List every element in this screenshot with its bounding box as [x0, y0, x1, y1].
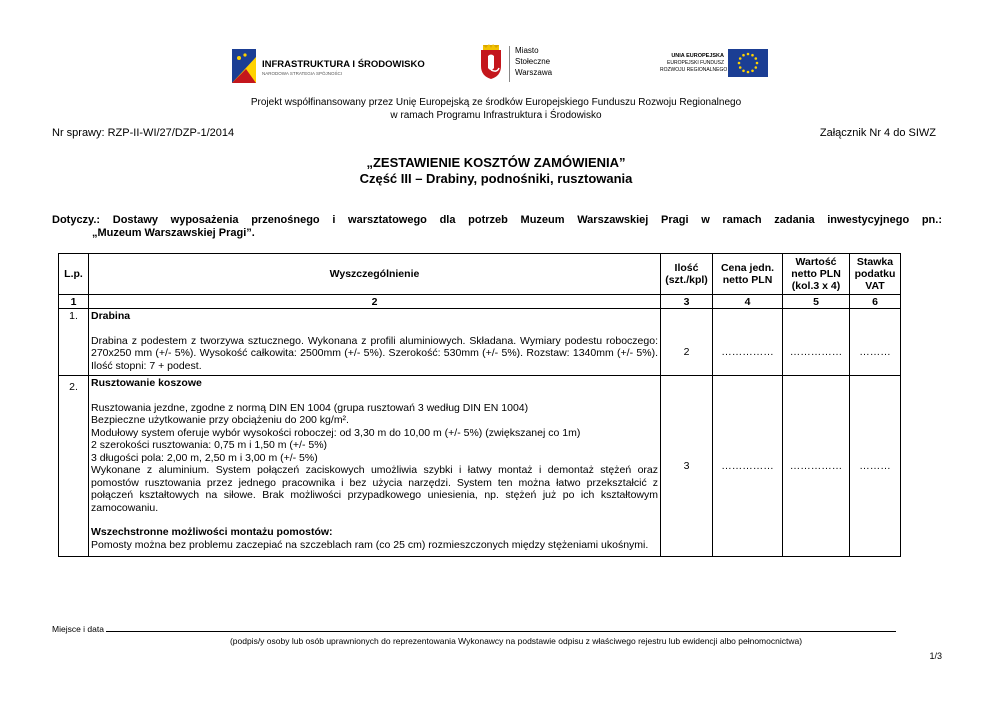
- item-description-line: Rusztowania jezdne, zgodne z normą DIN EN 1004 (grupa rusztowań 3 według DIN EN 1004): [91, 401, 529, 414]
- warszawa-crest-icon: [478, 44, 504, 80]
- title-line-2: Część III – Drabiny, podnośniki, rusztowania: [359, 171, 633, 186]
- item-name: Drabina: [91, 310, 131, 322]
- project-line-1: Projekt współfinansowany przez Unię Europejską ze środków Europejskiego Funduszu Rozwoju Regionalnego: [250, 97, 742, 108]
- warszawa-line3: Warszawa: [515, 68, 553, 77]
- place-date-line: [106, 623, 896, 632]
- header-value-line2: netto PLN: [791, 268, 841, 280]
- title-line-1: „ZESTAWIENIE KOSZTÓW ZAMÓWIENIA”: [366, 155, 626, 170]
- document-title: [0, 155, 992, 187]
- attachment-label: Załącznik Nr 4 do SIWZ: [819, 127, 936, 139]
- header-qty-line1: Ilość: [674, 262, 699, 274]
- column-number-row: [59, 295, 901, 309]
- column-number: 2: [89, 295, 661, 309]
- header-vat-line1: Stawka: [856, 256, 894, 268]
- row-vat: ………: [850, 376, 901, 557]
- warszawa-logo: [478, 44, 558, 90]
- column-number: 4: [713, 295, 783, 309]
- infrastruktura-title: INFRASTRUKTURA I ŚRODOWISKO: [262, 59, 425, 70]
- row-net-value: ……………: [783, 309, 850, 376]
- infrastruktura-subtitle: NARODOWA STRATEGIA SPÓJNOŚCI: [262, 71, 343, 76]
- row-qty: 2: [661, 309, 713, 376]
- column-number: 3: [661, 295, 713, 309]
- warszawa-text: [515, 45, 552, 78]
- ue-line2: EUROPEJSKI FUNDUSZ: [667, 60, 724, 66]
- row-unit-price: ……………: [713, 309, 783, 376]
- row-unit-price: ……………: [713, 376, 783, 557]
- row-lp: [59, 376, 89, 557]
- page-number: 1/3: [929, 651, 942, 661]
- concerns-line-2: „Muzeum Warszawskiej Pragi”.: [92, 227, 255, 239]
- item-name: Rusztowanie koszowe: [91, 377, 202, 389]
- header-value-line1: Wartość: [795, 256, 837, 268]
- column-number: 5: [783, 295, 850, 309]
- column-number: 1: [59, 295, 89, 309]
- item-description-line: Bezpieczne użytkowanie przy obciążeniu do 200 kg/m².: [91, 414, 349, 426]
- item-description-line: 2 szerokości rusztowania: 0,75 m i 1,50 m (+/- 5%): [91, 439, 328, 451]
- row-qty: 3: [661, 376, 713, 557]
- row-description: [89, 376, 661, 557]
- warszawa-divider: [509, 46, 510, 82]
- row-lp: [59, 309, 89, 376]
- item-description-line: Wykonane z aluminium. System połączeń zaciskowych umożliwia szybki i łatwy montaż i demontaż stężeń oraz pomostów rusztowania przez jednego pracownika i bez użycia narzędzi. System ten można łatwo przekształcić z połączeń kształtowych na siłowe. Brak możliwości przypadkowego uniesienia, np. stężeń już po ich kształtowym zamocowaniu.: [91, 464, 658, 514]
- header-spec: Wyszczególnienie: [89, 254, 661, 295]
- header-unit-line1: Cena jedn.: [720, 262, 775, 274]
- header-value-line3: (kol.3 x 4): [791, 280, 841, 292]
- header-unit-line2: netto PLN: [722, 274, 773, 286]
- header-unit-price: [713, 254, 783, 295]
- ue-text: [660, 53, 728, 74]
- row-lp-value: 2.: [69, 381, 78, 393]
- table-row: [59, 309, 901, 376]
- row-vat: ………: [850, 309, 901, 376]
- row-net-value: ……………: [783, 376, 850, 557]
- eu-flag-icon: [728, 49, 768, 77]
- ue-line1: UNIA EUROPEJSKA: [671, 53, 724, 59]
- table-row: [59, 376, 901, 557]
- infrastruktura-mark-icon: [230, 49, 258, 83]
- item-description-line: Modułowy system oferuje wybór wysokości roboczej: od 3,30 m do 10,00 m (+/- 5%) (zwiększanej co 1m): [91, 426, 581, 439]
- header-vat: [850, 254, 901, 295]
- table-header-row: [59, 254, 901, 295]
- header-vat-line3: VAT: [865, 280, 885, 292]
- header-qty-line2: (szt./kpl): [665, 274, 708, 286]
- item-description-line: 3 długości pola: 2,00 m, 2,50 m i 3,00 m (+/- 5%): [91, 451, 318, 464]
- warszawa-line1: Miasto: [515, 46, 539, 55]
- case-number: Nr sprawy: RZP-II-WI/27/DZP-1/2014: [52, 127, 235, 139]
- item-subtext: Pomosty można bez problemu zaczepiać na szczeblach ram (co 25 cm) rozmieszczonych między stężeniami ukośnymi.: [91, 538, 649, 551]
- row-description: [89, 309, 661, 376]
- place-date-field: [52, 623, 896, 634]
- concerns-block: [52, 214, 942, 240]
- project-line-2: w ramach Programu Infrastruktura i Środowisko: [390, 110, 602, 121]
- infrastruktura-logo: [230, 49, 425, 83]
- cost-table: [58, 253, 901, 557]
- row-lp-value: 1.: [69, 310, 78, 322]
- header-net-value: [783, 254, 850, 295]
- place-date-label: Miejsce i data: [52, 624, 104, 634]
- column-number: 6: [850, 295, 901, 309]
- item-subheading: Wszechstronne możliwości montażu pomostów:: [91, 526, 333, 538]
- header-vat-line2: podatku: [854, 268, 896, 280]
- item-description: Drabina z podestem z tworzywa sztucznego. Wykonana z profili aluminiowych. Składana. Wymiary podestu roboczego: 270x250 mm (+/- 5%). Wysokość całkowita: 2500mm (+/- 5%). Szerokość: 530mm (+/- 5%). Rozstaw: 1340mm (+/- 5%). Ilość stopni: 7 + podest.: [91, 334, 658, 372]
- ue-line3: ROZWOJU REGIONALNEGO: [660, 67, 728, 73]
- warszawa-line2: Stołeczne: [515, 57, 551, 66]
- project-info: [0, 96, 992, 122]
- signature-note: (podpis/y osoby lub osób uprawnionych do reprezentowania Wykonawcy na podstawie odpisu z właściwego rejestru lub ewidencji albo pełnomocnictwa): [229, 636, 803, 646]
- concerns-line-1: Dotyczy.: Dostawy wyposażenia przenośnego i warsztatowego dla potrzeb Muzeum Warszawskiej Pragi w ramach zadania inwestycyjnego pn.:: [52, 214, 942, 226]
- ue-logo: [660, 49, 770, 83]
- header-lp: L.p.: [59, 254, 89, 295]
- header-qty: [661, 254, 713, 295]
